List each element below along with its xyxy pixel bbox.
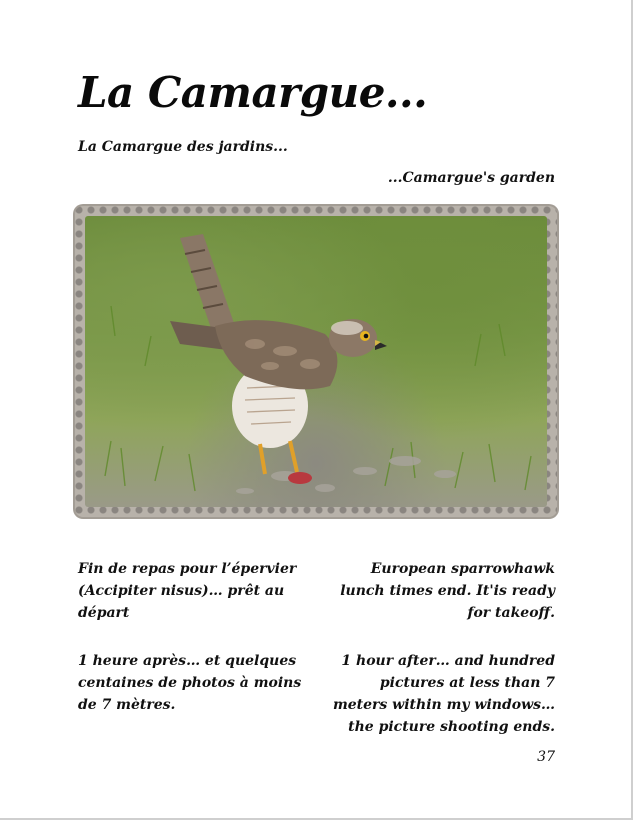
caption-left-1: Fin de repas pour l’épervier (Accipiter nisus)… prêt au départ <box>78 561 297 621</box>
pebble-photo-frame <box>73 204 559 519</box>
caption-right-2: 1 hour after… and hundred pictures at less than 7 meters within my windows… the picture shooting ends. <box>332 653 555 735</box>
caption-left-2: 1 heure après… et quelques centaines de photos à moins de 7 mètres. <box>78 653 302 713</box>
subtitle-english: ...Camargue's garden <box>387 170 555 186</box>
sparrowhawk-illustration <box>85 216 547 507</box>
caption-right-1: European sparrowhawk lunch times end. It'is ready for takeoff. <box>340 561 555 621</box>
page-number: 37 <box>537 749 555 765</box>
sparrowhawk-photo <box>85 216 547 507</box>
page-title: La Camargue... <box>78 68 428 117</box>
subtitle-french: La Camargue des jardins... <box>78 139 288 155</box>
